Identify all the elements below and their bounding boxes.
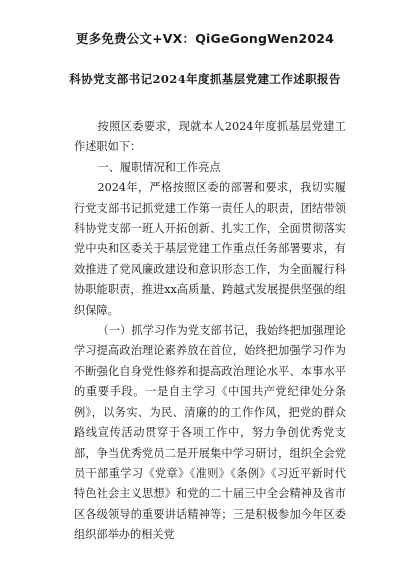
document-title: 科协党支部书记2024年度抓基层党建工作述职报告 (69, 72, 341, 86)
intro-paragraph: 按照区委要求，现就本人2024年度抓基层党建工作述职如下： (74, 120, 346, 154)
body-paragraph: 2024年，严格按照区委的部署和要求，我切实履行党支部书记抓党建工作第一责任人的职责，团结带领科协党支部一班人开拓创新、扎实工作，全面贯彻落实党中央和区委关于基层党建工作重点任务部署要求，有效推进了党风廉政建设和意识形态工作，为全面履行科协职能职责，推进xx高质量、跨越式发展提供坚强的组织保障。 (74, 181, 346, 317)
section-heading: 一、履职情况和工作亮点 (97, 160, 221, 174)
watermark-header: 更多免费公文+VX：QiGeGongWen2024 (75, 31, 335, 46)
document-body (74, 117, 346, 546)
body-paragraph: （一）抓学习作为党支部书记，我始终把加强理论学习提高政治理论素养放在首位，始终把加强学习作为不断强化自身党性修养和提高政治理论水平、本事水平的重要手段。一是自主学习《中国共产党纪律处分条例》，以务实、为民、清廉的的工作作风，把党的群众路线宣传活动贯穿于各项工作中，努力争创优秀党支部，争当优秀党员二是开展集中学习研讨，组织全会党员干部重学习《党章》《准则》《条例》《习近平新时代特色社会主义思想》和党的二十届三中全会精神及省市区各级领导的重要讲话精神等；三是积极参加今年区委组织部举办的相关党 (74, 324, 346, 542)
